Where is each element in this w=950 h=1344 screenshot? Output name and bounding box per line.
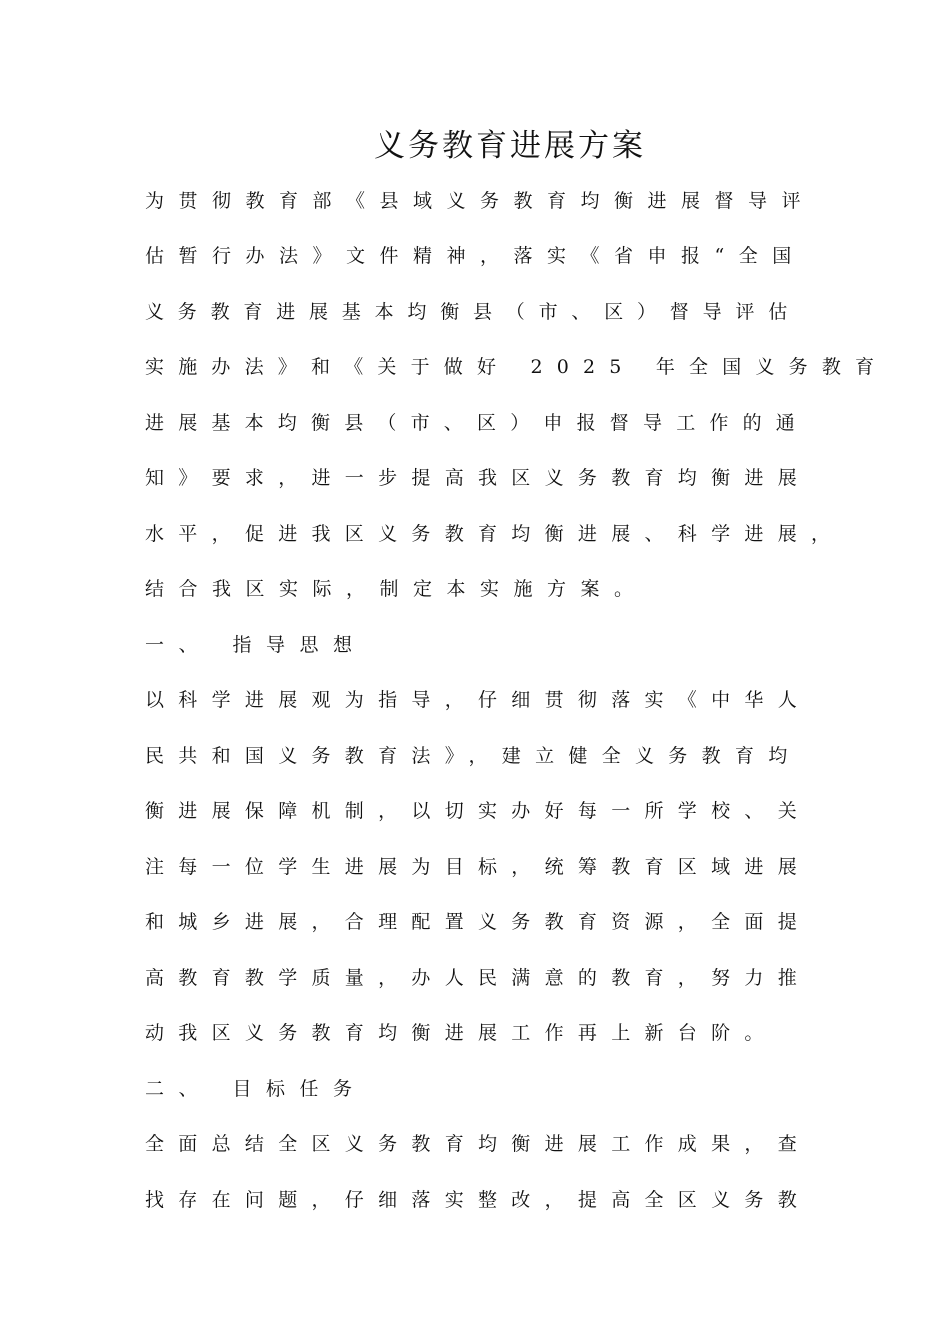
paragraph-line: 民共和国义务教育法》，建立健全义务教育均 xyxy=(145,745,802,767)
paragraph-line: 为贯彻教育部《县域义务教育均衡进展督导评 xyxy=(145,190,816,212)
section-heading: 二、 目标任务 xyxy=(145,1078,367,1100)
section-heading: 一、 指导思想 xyxy=(145,634,367,656)
paragraph-line: 衡进展保障机制，以切实办好每一所学校、关 xyxy=(145,800,812,822)
paragraph-line: 全面总结全区义务教育均衡进展工作成果，查 xyxy=(145,1133,812,1155)
paragraph-line: 义务教育进展基本均衡县（市、区）督导评估 xyxy=(145,301,802,323)
paragraph-line: 水平，促进我区义务教育均衡进展、科学进展， xyxy=(145,523,845,545)
paragraph-line: 估暂行办法》文件精神，落实《省申报“全国 xyxy=(145,245,806,267)
paragraph-line: 和城乡进展，合理配置义务教育资源，全面提 xyxy=(145,911,812,933)
paragraph-line: 动我区义务教育均衡进展工作再上新台阶。 xyxy=(145,1022,778,1044)
document-title: 义务教育进展方案 xyxy=(374,128,646,164)
paragraph-line: 实施办法》和《关于做好 2025 年全国义务教育 xyxy=(145,356,889,378)
paragraph-line: 找存在问题，仔细落实整改，提高全区义务教 xyxy=(145,1189,812,1211)
paragraph-line: 以科学进展观为指导，仔细贯彻落实《中华人 xyxy=(145,689,812,711)
paragraph-line: 注每一位学生进展为目标，统筹教育区域进展 xyxy=(145,856,812,878)
paragraph-line: 知》要求，进一步提高我区义务教育均衡进展 xyxy=(145,467,812,489)
paragraph-line: 高教育教学质量，办人民满意的教育，努力推 xyxy=(145,967,812,989)
paragraph-line: 结合我区实际，制定本实施方案。 xyxy=(145,578,648,600)
paragraph-line: 进展基本均衡县（市、区）申报督导工作的通 xyxy=(145,412,810,434)
